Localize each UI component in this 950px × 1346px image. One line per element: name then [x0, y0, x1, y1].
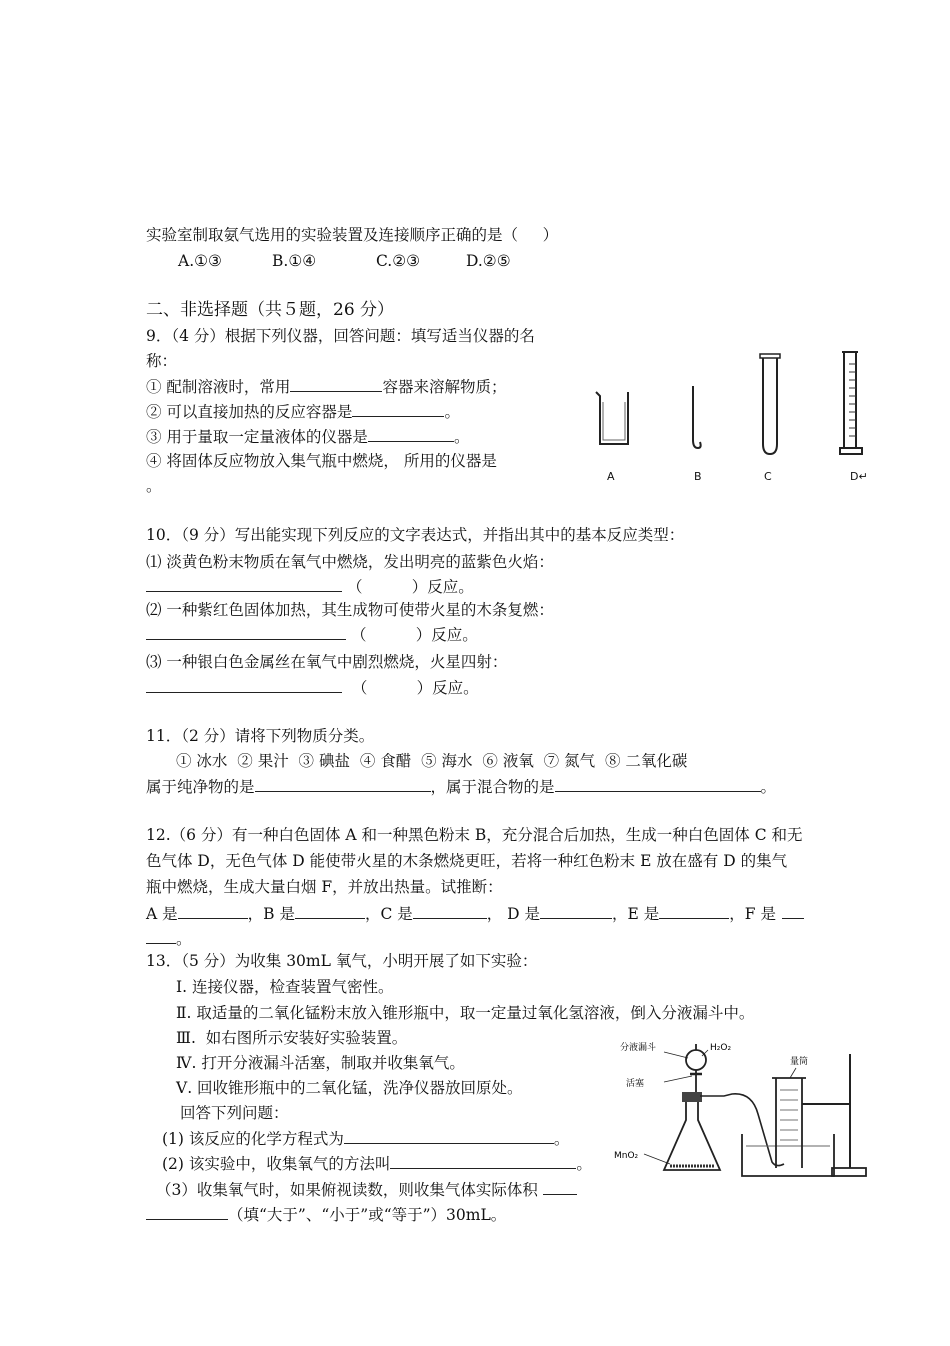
label-h2o2: H₂O₂: [710, 1043, 732, 1053]
q8-option-d: D.②⑤: [466, 252, 511, 270]
q13-head: 13．（5 分）为收集 30mL 氧气，小明开展了如下实验：: [146, 952, 538, 970]
q10-part-3-answer: （ ）反应。: [146, 676, 479, 699]
q13-sub-2: (2) 该实验中，收集氧气的方法叫 。: [162, 1152, 592, 1175]
q13-answer-head: 回答下列问题：: [180, 1104, 289, 1122]
q9-item-2: ② 可以直接加热的反应容器是 。: [146, 400, 460, 423]
graduated-cylinder-figure: [838, 350, 864, 458]
figure-label-d: D↵: [850, 470, 868, 483]
q8-stem: 实验室制取氨气选用的实验装置及连接顺序正确的是（ ）: [146, 226, 559, 244]
q13-step-2: Ⅱ. 取适量的二氧化锰粉末放入锥形瓶中，取一定量过氧化氢溶液，倒入分液漏斗中。: [176, 1004, 755, 1022]
q10-part-3: ⑶ 一种银白色金属丝在氧气中剧烈燃烧，火星四射：: [146, 653, 508, 671]
q9-item-4: ④ 将固体反应物放入集气瓶中燃烧， 所用的仪器是: [146, 452, 497, 470]
figure-label-b: B: [694, 470, 702, 483]
dropper-figure: [686, 384, 706, 454]
q9-item-1: ① 配制溶液时，常用 容器来溶解物质；: [146, 375, 506, 398]
q10-head: 10．（9 分）写出能实现下列反应的文字表达式，并指出其中的基本反应类型：: [146, 526, 685, 544]
q8-option-c: C.②③: [376, 252, 421, 270]
q13-step-4: Ⅳ. 打开分液漏斗活塞，制取并收集氧气。: [176, 1054, 465, 1072]
q12-answers: A 是 ，B 是 ，C 是 ， D 是 ，E 是 ，F 是: [146, 902, 804, 925]
beaker-figure: [594, 388, 634, 448]
q9-head: 9．（4 分）根据下列仪器，回答问题：填写适当仪器的名: [146, 327, 535, 345]
label-funnel: 分液漏斗: [620, 1043, 657, 1053]
test-tube-figure: [758, 352, 782, 456]
q9-head-cont: 称：: [146, 352, 178, 370]
q12-line-3: 瓶中燃烧，生成大量白烟 F，并放出热量。试推断：: [146, 878, 503, 896]
label-cylinder: 量筒: [790, 1057, 809, 1067]
q13-step-5: Ⅴ. 回收锥形瓶中的二氧化锰，洗净仪器放回原处。: [176, 1079, 523, 1097]
q11-items: ① 冰水 ② 果汁 ③ 碘盐 ④ 食醋 ⑤ 海水 ⑥ 液氧 ⑦ 氮气 ⑧ 二氧化碳: [176, 752, 688, 770]
oxygen-apparatus-figure: [612, 1034, 882, 1184]
q8-option-a: A.①③: [178, 252, 222, 270]
q13-sub-1: (1) 该反应的化学方程式为 。: [162, 1127, 569, 1150]
q10-part-2: ⑵ 一种紫红色固体加热，其生成物可使带火星的木条复燃：: [146, 601, 554, 619]
q13-step-3: Ⅲ. 如右图所示安装好实验装置。: [176, 1029, 408, 1047]
label-mno2: MnO₂: [614, 1151, 639, 1161]
q9-item-4-end: 。: [146, 477, 162, 495]
q8-option-b: B.①④: [272, 252, 317, 270]
q12-line-2: 色气体 D，无色气体 D 能使带火星的木条燃烧更旺，若将一种红色粉末 E 放在盛有 D 的集气: [146, 852, 788, 870]
q10-part-1: ⑴ 淡黄色粉末物质在氧气中燃烧，发出明亮的蓝紫色火焰：: [146, 553, 554, 571]
q10-part-2-answer: （ ）反应。: [146, 623, 478, 646]
q10-part-1-answer: （ ）反应。: [146, 575, 474, 598]
figure-label-a: A: [607, 470, 615, 483]
figure-label-c: C: [764, 470, 772, 483]
q12-end: 。: [146, 927, 192, 950]
q11-head: 11．（2 分）请将下列物质分类。: [146, 727, 375, 745]
q13-step-1: Ⅰ. 连接仪器，检查装置气密性。: [176, 978, 394, 996]
q11-answer: 属于纯净物的是 ，属于混合物的是 。: [146, 775, 776, 798]
q12-line-1: 12.（6 分）有一种白色固体 A 和一种黑色粉末 B，充分混合后加热，生成一种白色固体 C 和无: [146, 826, 803, 844]
q13-sub-3: （3）收集氧气时，如果俯视读数，则收集气体实际体积: [156, 1178, 577, 1201]
label-valve: 活塞: [626, 1079, 645, 1089]
q9-item-3: ③ 用于量取一定量液体的仪器是 。: [146, 425, 469, 448]
q13-sub-3-tail: （填“大于”、“小于”或“等于”）30mL。: [146, 1203, 506, 1226]
section-title: 二、非选择题（共５题，26 分）: [146, 300, 395, 320]
